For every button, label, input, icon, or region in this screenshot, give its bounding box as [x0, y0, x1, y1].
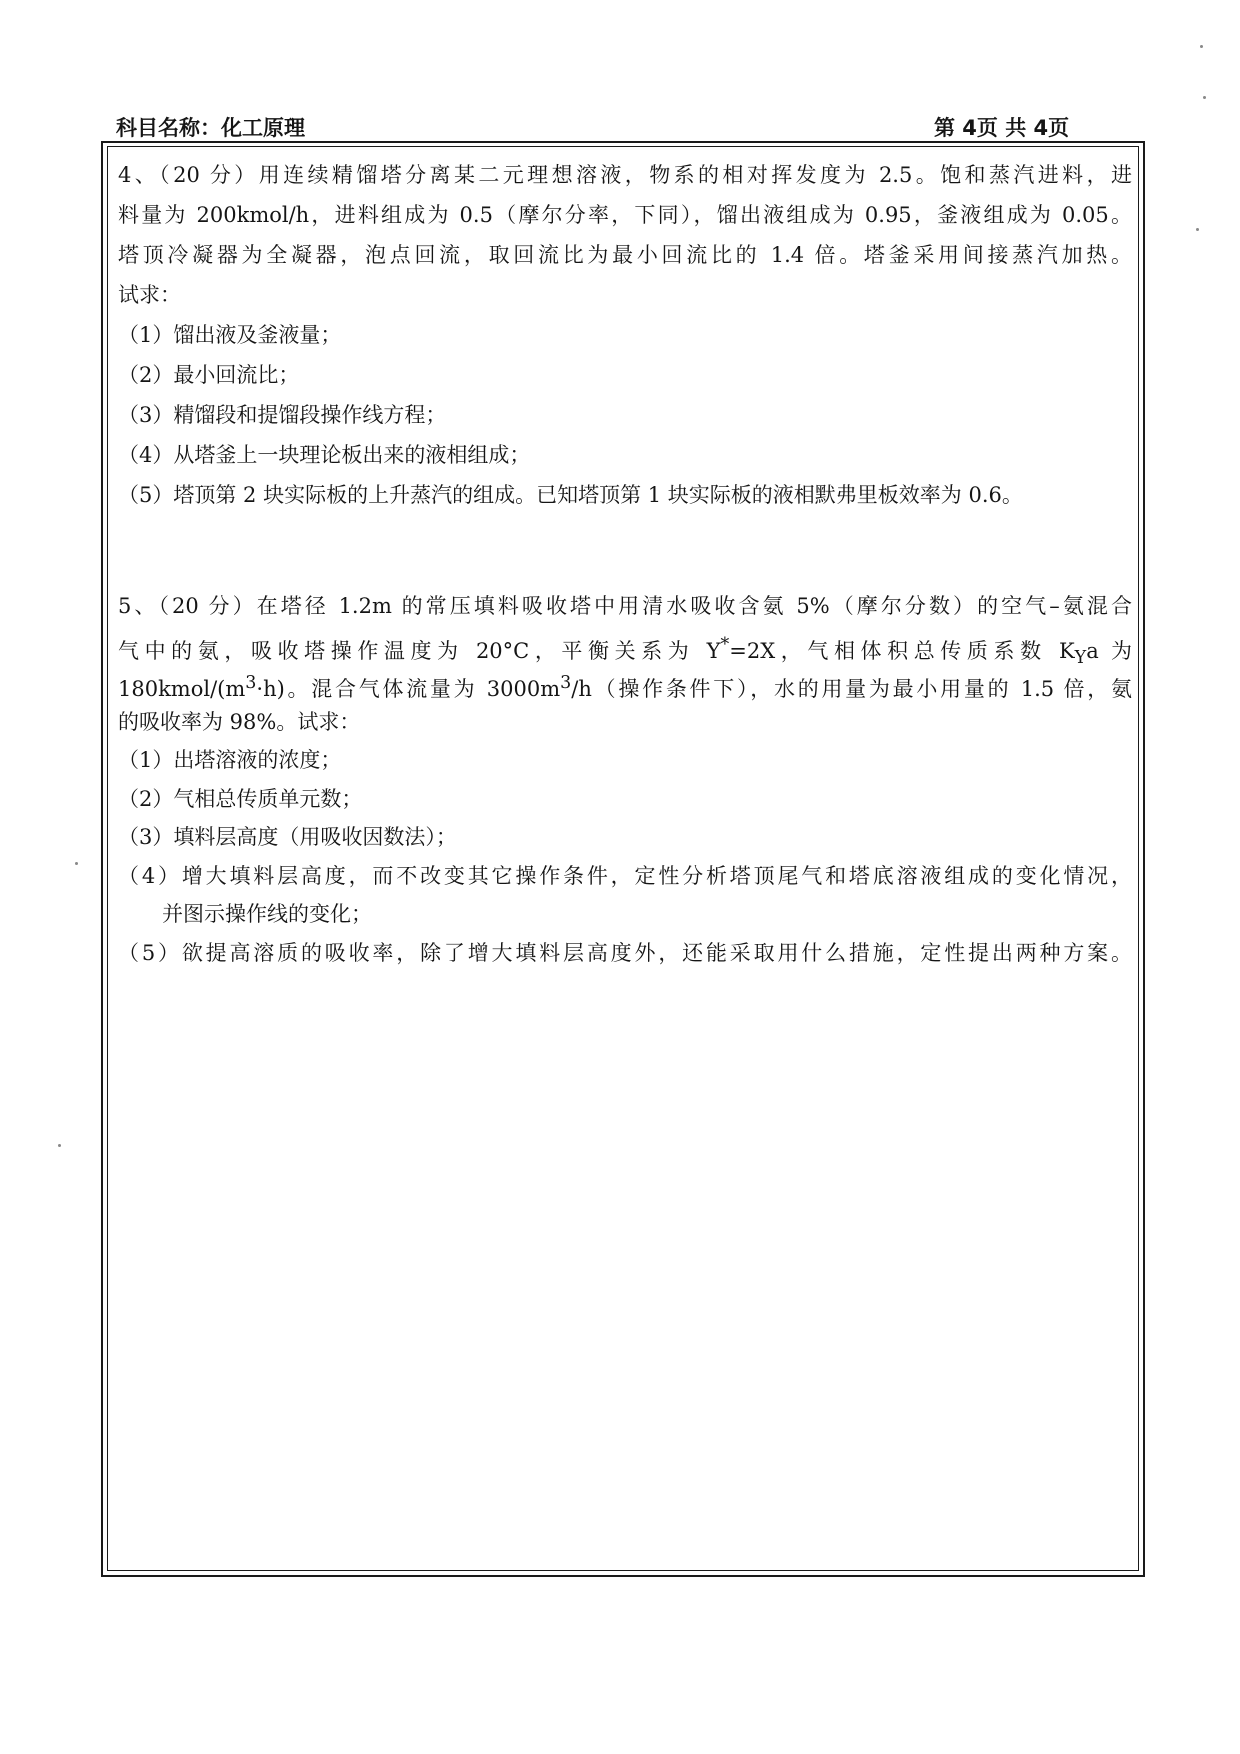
question-4	[118, 155, 1132, 515]
scan-speck	[1200, 45, 1203, 48]
q4-item-3: （3）精馏段和提馏段操作线方程；	[118, 403, 447, 427]
question-5	[118, 587, 1132, 972]
scan-speck	[1196, 228, 1199, 231]
kya-subscript: Y	[1074, 647, 1087, 668]
q5-item-1: （1）出塔溶液的浓度；	[118, 748, 342, 772]
q4-item-5: （5）塔顶第 2 块实际板的上升蒸汽的组成。已知塔顶第 1 块实际板的液相默弗里板效率为 0.6。	[118, 483, 1023, 507]
q4-item-4: （4）从塔釜上一块理论板出来的液相组成；	[118, 443, 531, 467]
q5-stem-line-1: 5、（20 分）在塔径 1.2m 的常压填料吸收塔中用清水吸收含氨 5%（摩尔分数）的空气–氨混合	[118, 594, 1132, 618]
q5-item-3: （3）填料层高度（用吸收因数法）；	[118, 825, 457, 849]
q4-stem-line-4: 试求：	[118, 283, 181, 307]
scan-speck	[75, 862, 78, 865]
q5-stem-line-3: $180kmol/(m^3\cdot h)$。混合气体流量为 $3000m^3/h$（操作条件下），水的用量为最小用量的 1.5 倍，氨	[118, 673, 1132, 701]
question-gap	[118, 515, 1132, 587]
q4-stem-line-3: 塔顶冷凝器为全凝器，泡点回流，取回流比为最小回流比的 1.4 倍。塔釜采用间接蒸汽加热。	[118, 243, 1132, 267]
q5-stem-line-2: 气中的氨，吸收塔操作温度为 20°C，平衡关系为 Y*=2X，气相体积总传质系数 $K_Ya$ 为	[118, 634, 1132, 668]
q4-item-1: （1）馏出液及釜液量；	[118, 323, 342, 347]
equilibrium-star: *	[720, 634, 730, 655]
q5-item-4-continued: 并图示操作线的变化；	[162, 902, 372, 926]
q4-stem-line-1: 4、（20 分）用连续精馏塔分离某二元理想溶液，物系的相对挥发度为 2.5。饱和蒸汽进料，进	[118, 163, 1132, 187]
scan-speck	[58, 1144, 61, 1147]
exam-content	[118, 155, 1132, 972]
q5-stem-line-4: 的吸收率为 98%。试求：	[118, 709, 361, 734]
scan-speck	[1203, 96, 1206, 99]
q5-item-2: （2）气相总传质单元数；	[118, 786, 363, 811]
q5-item-4: （4）增大填料层高度，而不改变其它操作条件，定性分析塔顶尾气和塔底溶液组成的变化情况，	[118, 863, 1132, 888]
q5-item-5: （5）欲提高溶质的吸收率，除了增大填料层高度外，还能采取用什么措施，定性提出两种方案。	[118, 940, 1132, 965]
subject-title: 科目名称：化工原理	[116, 116, 305, 140]
q4-item-2: （2）最小回流比；	[118, 363, 300, 387]
q4-stem-line-2: 料量为 200kmol/h，进料组成为 0.5（摩尔分率，下同），馏出液组成为 0.95，釜液组成为 0.05。	[118, 203, 1132, 227]
page-number: 第 4页 共 4页	[934, 116, 1070, 140]
